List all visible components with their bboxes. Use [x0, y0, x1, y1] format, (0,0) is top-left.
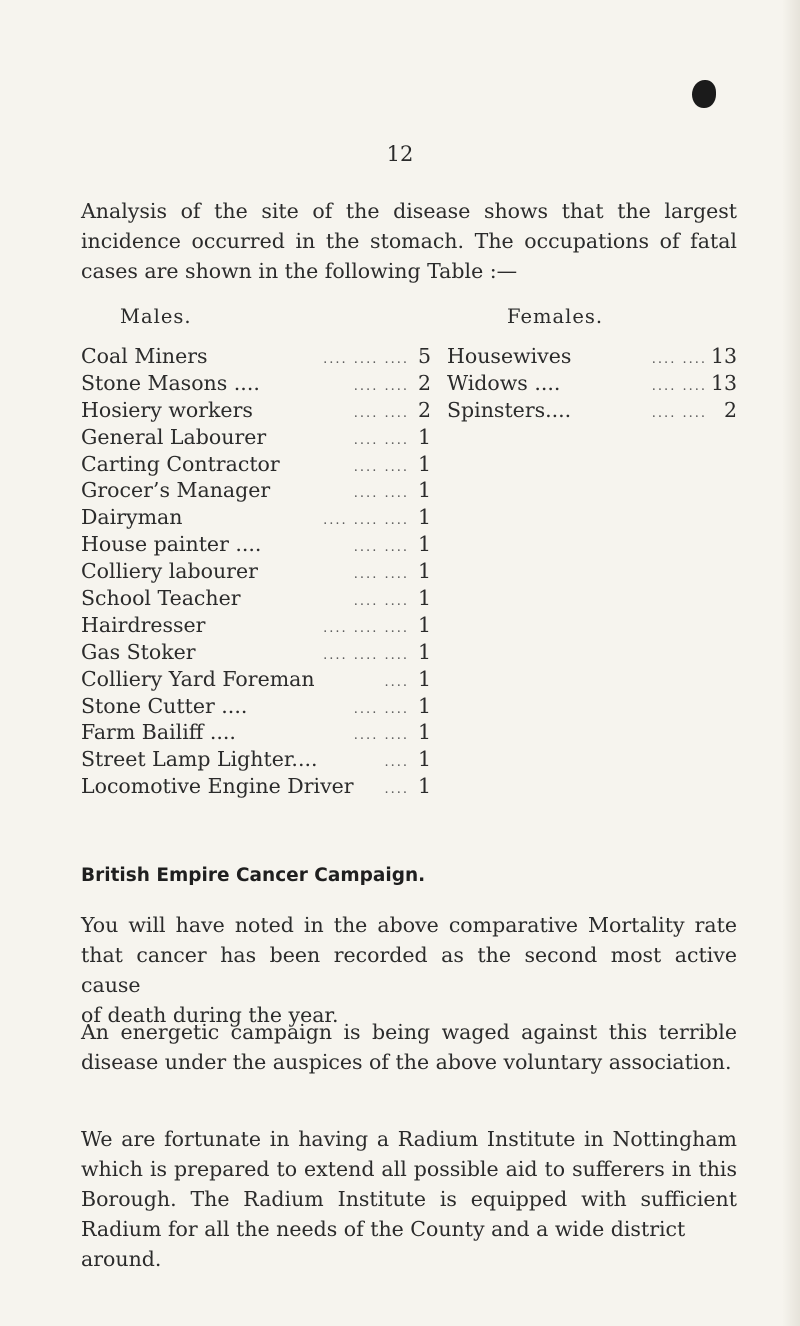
paragraph-line: Radium for all the needs of the County and a wide district around.: [81, 1217, 686, 1271]
occupation: Carting Contractor: [81, 451, 280, 476]
list-item: [447, 343, 737, 370]
occupation: Dairyman: [81, 505, 183, 530]
leader-dots: .... .... ....: [323, 513, 409, 529]
ink-blot: [692, 80, 716, 108]
count: 1: [417, 532, 431, 557]
list-item: [81, 612, 431, 639]
count: 1: [417, 612, 431, 637]
count: 13: [711, 344, 738, 368]
leader-dots: .... ....: [651, 378, 707, 394]
occupation: Coal Miners: [81, 344, 208, 368]
paragraph: [81, 910, 737, 1030]
males-occupation-list: [81, 343, 431, 800]
leader-dots: .... ....: [353, 459, 409, 475]
list-item: [81, 397, 431, 424]
occupation: Grocer’s Manager: [81, 478, 271, 503]
leader-dots: ....: [384, 755, 409, 771]
count: 1: [417, 478, 431, 503]
occupation: General Labourer: [81, 424, 267, 449]
list-item: [81, 585, 431, 612]
occupation: Farm Bailiff ....: [81, 720, 236, 745]
count: 2: [417, 397, 431, 422]
females-occupation-list: [447, 343, 737, 424]
leader-dots: .... .... ....: [323, 647, 409, 663]
leader-dots: .... ....: [353, 540, 409, 556]
leader-dots: .... ....: [651, 352, 707, 367]
leader-dots: .... .... ....: [323, 620, 409, 636]
leader-dots: .... ....: [353, 432, 409, 448]
list-item: [81, 666, 431, 693]
list-item: [81, 477, 431, 504]
list-item: [81, 531, 431, 558]
occupation: Stone Cutter ....: [81, 693, 248, 718]
occupation: Street Lamp Lighter....: [81, 747, 318, 772]
intro-line: cases are shown in the following Table :—: [81, 259, 518, 283]
intro-line: Analysis of the site of the disease shows that the largest: [81, 199, 737, 223]
page-edge-shadow: [782, 0, 800, 1326]
paragraph-line: Borough. The Radium Institute is equipped with sufficient: [81, 1187, 737, 1211]
paragraph-line: An energetic campaign is being waged against this terrible: [81, 1020, 737, 1044]
count: 1: [417, 720, 431, 745]
occupation: Housewives: [447, 344, 572, 368]
leader-dots: .... ....: [353, 728, 409, 744]
occupation: Gas Stoker: [81, 639, 196, 664]
occupation: Colliery Yard Foreman: [81, 666, 315, 691]
leader-dots: .... ....: [353, 405, 409, 421]
list-item: [81, 504, 431, 531]
count: 1: [417, 747, 431, 772]
paragraph-line: You will have noted in the above comparative Mortality rate: [81, 913, 737, 937]
leader-dots: .... ....: [353, 378, 409, 394]
count: 1: [417, 666, 431, 691]
list-item: [81, 424, 431, 451]
occupation: House painter ....: [81, 532, 262, 557]
occupation: Colliery labourer: [81, 559, 258, 584]
count: 13: [711, 370, 738, 395]
paragraph-line: that cancer has been recorded as the second most active cause: [81, 943, 737, 997]
count: 5: [417, 344, 431, 368]
paragraph: [81, 1017, 737, 1077]
occupation: Locomotive Engine Driver: [81, 774, 354, 799]
leader-dots: .... ....: [651, 405, 707, 421]
paragraph-line: We are fortunate in having a Radium Institute in Nottingham: [81, 1127, 737, 1151]
list-item: [81, 343, 431, 370]
page-number: 12: [386, 142, 414, 166]
occupation: Widows ....: [447, 370, 561, 395]
leader-dots: .... ....: [353, 701, 409, 717]
occupation: School Teacher: [81, 586, 241, 611]
paragraph-line: which is prepared to extend all possible aid to sufferers in this: [81, 1157, 737, 1181]
list-item: [81, 558, 431, 585]
paragraph-line: of death during the year.: [81, 1003, 339, 1027]
count: 1: [417, 559, 431, 584]
list-item: [81, 370, 431, 397]
count: 1: [417, 586, 431, 611]
occupation: Hairdresser: [81, 612, 206, 637]
count: 1: [417, 451, 431, 476]
occupation: Spinsters....: [447, 397, 572, 422]
males-heading: Males.: [120, 305, 192, 328]
count: 1: [417, 505, 431, 530]
list-item: [81, 451, 431, 478]
paragraph-line: disease under the auspices of the above voluntary association.: [81, 1050, 732, 1074]
section-heading: British Empire Cancer Campaign.: [81, 865, 426, 886]
list-item: [81, 719, 431, 746]
leader-dots: .... ....: [353, 486, 409, 502]
count: 2: [723, 397, 737, 422]
leader-dots: ....: [384, 782, 409, 798]
count: 1: [417, 693, 431, 718]
count: 1: [417, 424, 431, 449]
count: 1: [417, 774, 431, 799]
list-item: [81, 639, 431, 666]
intro-paragraph: [81, 196, 737, 286]
leader-dots: .... .... ....: [323, 352, 409, 367]
paragraph: [81, 1124, 737, 1274]
leader-dots: .... ....: [353, 567, 409, 583]
leader-dots: .... ....: [353, 594, 409, 610]
list-item: [447, 397, 737, 424]
list-item: [81, 693, 431, 720]
count: 2: [417, 370, 431, 395]
females-heading: Females.: [507, 305, 604, 328]
count: 1: [417, 639, 431, 664]
leader-dots: ....: [384, 674, 409, 690]
list-item: [81, 746, 431, 773]
list-item: [447, 370, 737, 397]
occupation: Hosiery workers: [81, 397, 253, 422]
occupation: Stone Masons ....: [81, 370, 260, 395]
intro-line: incidence occurred in the stomach. The occupations of fatal: [81, 229, 737, 253]
list-item: [81, 773, 431, 800]
